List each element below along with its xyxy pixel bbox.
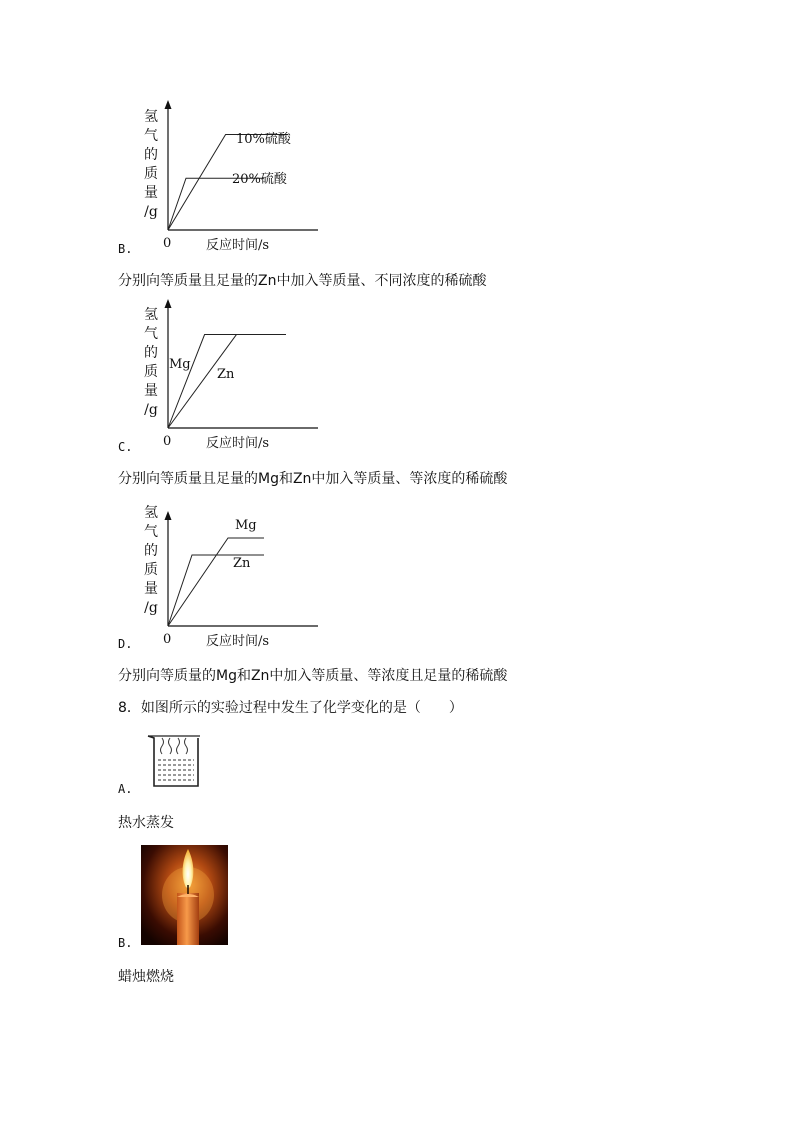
option-a-letter: A. xyxy=(118,782,133,796)
y-axis-arrow xyxy=(165,511,172,520)
option-b-caption: 分别向等质量且足量的Zn中加入等质量、不同浓度的稀硫酸 xyxy=(118,273,487,289)
y-axis-arrow xyxy=(165,100,172,109)
series-label-mg: Mg xyxy=(235,518,257,533)
y-label-char: 质 xyxy=(144,562,158,578)
question-8-stem: 8．如图所示的实验过程中发生了化学变化的是（ ） xyxy=(118,700,463,716)
option-b2-letter: B. xyxy=(118,936,133,950)
series-label-mg: Mg xyxy=(169,357,191,372)
y-label-char: 的 xyxy=(144,543,158,559)
y-label-char: 量 xyxy=(144,185,158,201)
y-label-char: 的 xyxy=(144,345,158,361)
y-label-char: /g xyxy=(144,402,158,418)
option-d-caption: 分别向等质量的Mg和Zn中加入等质量、等浓度且足量的稀硫酸 xyxy=(118,668,508,684)
y-label-char: 质 xyxy=(144,364,158,380)
option-b-chart xyxy=(118,100,318,260)
origin-label: 0 xyxy=(163,632,172,647)
y-label-char: 氢 xyxy=(144,307,158,323)
y-label-char: 气 xyxy=(144,524,158,540)
series-label-zn: Zn xyxy=(217,367,235,382)
series-label-zn: Zn xyxy=(233,556,251,571)
origin-label: 0 xyxy=(163,236,172,251)
option-c-letter: C. xyxy=(118,440,133,454)
beaker-icon xyxy=(144,730,204,790)
option-b-letter: B. xyxy=(118,242,133,256)
series-label-10pct: 10%硫酸 xyxy=(236,132,291,147)
y-label-char: /g xyxy=(144,600,158,616)
option-a-caption: 热水蒸发 xyxy=(118,815,174,831)
candle-icon xyxy=(141,845,228,945)
x-axis-label: 反应时间/s xyxy=(206,634,270,649)
x-axis-label: 反应时间/s xyxy=(206,238,270,253)
y-label-char: 气 xyxy=(144,128,158,144)
series-label-20pct: 20%硫酸 xyxy=(232,172,287,187)
y-label-char: /g xyxy=(144,204,158,220)
origin-label: 0 xyxy=(163,434,172,449)
y-axis-arrow xyxy=(165,299,172,308)
y-label-char: 氢 xyxy=(144,109,158,125)
option-d-chart xyxy=(118,496,318,656)
y-label-char: 量 xyxy=(144,383,158,399)
option-c-caption: 分别向等质量且足量的Mg和Zn中加入等质量、等浓度的稀硫酸 xyxy=(118,471,508,487)
option-c-chart xyxy=(118,298,318,458)
option-b2-caption: 蜡烛燃烧 xyxy=(118,969,174,985)
y-label-char: 气 xyxy=(144,326,158,342)
y-label-char: 量 xyxy=(144,581,158,597)
y-label-char: 氢 xyxy=(144,505,158,521)
option-d-letter: D. xyxy=(118,637,133,651)
y-label-char: 的 xyxy=(144,147,158,163)
x-axis-label: 反应时间/s xyxy=(206,436,270,451)
y-label-char: 质 xyxy=(144,166,158,182)
